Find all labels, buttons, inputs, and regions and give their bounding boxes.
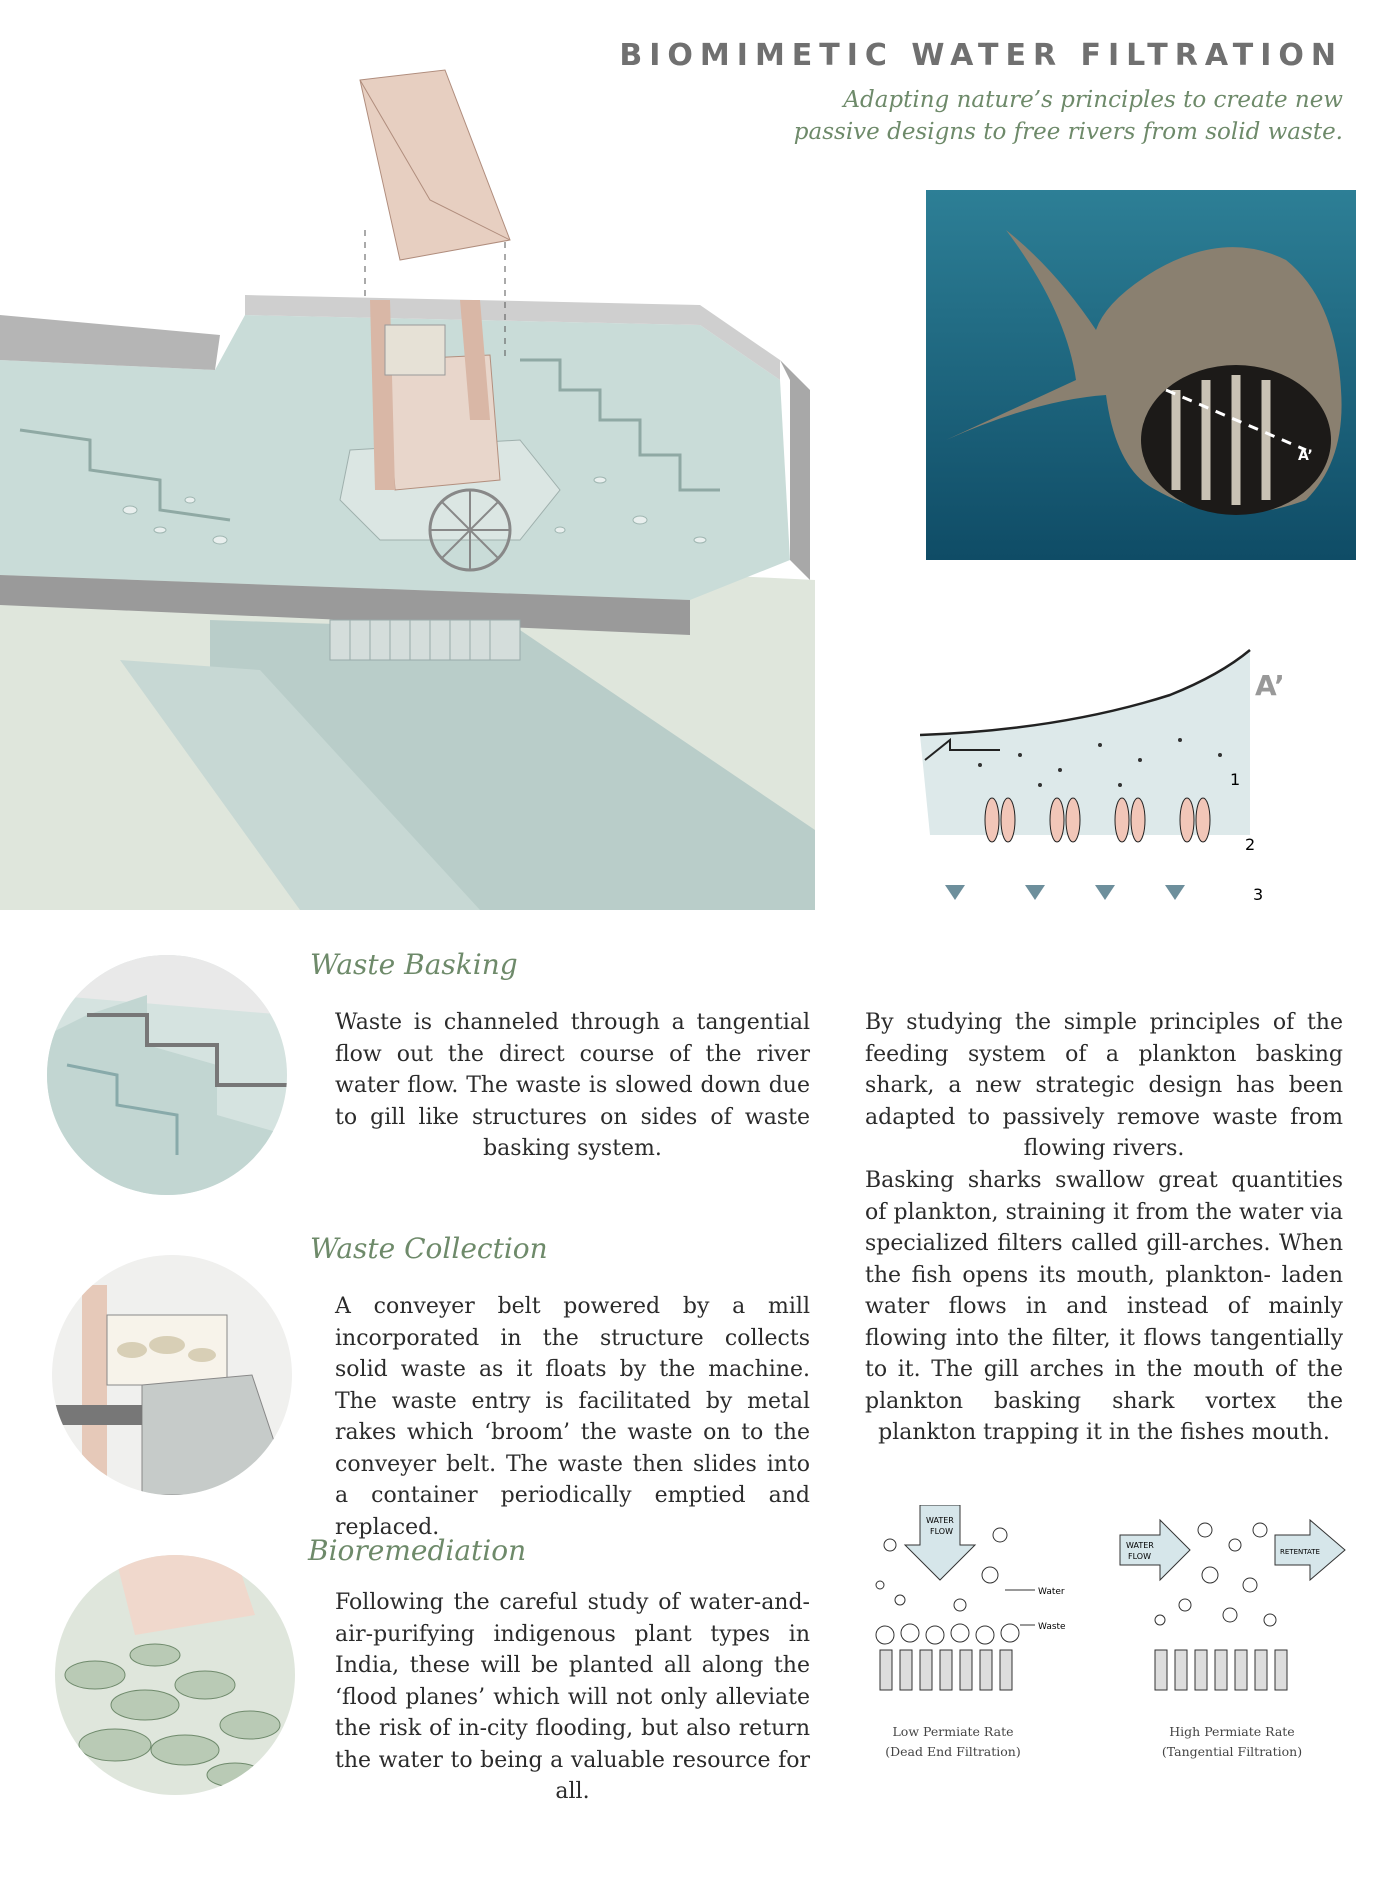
dead-end-flow-label-1: WATER — [926, 1516, 954, 1525]
waste-label: Waste — [1038, 1622, 1066, 1632]
tangential-caption-line-1: High Permiate Rate — [1169, 1724, 1295, 1739]
label-1: 1 — [1230, 770, 1241, 789]
dead-end-diagram — [876, 1505, 1066, 1690]
retentate-label: RETENTATE — [1280, 1548, 1320, 1556]
waste-collection-vignette-art — [52, 1255, 292, 1495]
bioremediation-vignette — [55, 1555, 295, 1795]
bioremediation-heading: Bioremediation — [308, 1534, 527, 1567]
dead-end-caption-line-2: (Dead End Filtration) — [885, 1744, 1021, 1759]
dead-end-caption-line-1: Low Permiate Rate — [892, 1724, 1014, 1739]
downflow-arrows — [945, 885, 1185, 900]
waste-basking-heading: Waste Basking — [310, 948, 518, 981]
page-title: BIOMIMETIC WATER FILTRATION — [619, 38, 1343, 73]
label-3: 3 — [1253, 885, 1264, 904]
subtitle-line-1: Adapting nature’s principles to create new — [843, 87, 1343, 113]
section-marker: A’ — [1298, 448, 1313, 464]
label-2: 2 — [1245, 835, 1256, 854]
waste-collection-vignette — [52, 1255, 292, 1495]
bioremediation-text: Following the careful study of water-and-air-purifying indigenous plant types in India, these will be planted all along the ‘flood planes’ which will not only alleviate the risk of in-city flooding, but also return the water to being a valuable resource for all. — [335, 1590, 810, 1804]
waste-container — [385, 325, 445, 375]
page-subtitle — [783, 84, 1343, 148]
tangential-caption-line-2: (Tangential Filtration) — [1161, 1744, 1303, 1759]
tangential-flow-label-1: WATER — [1126, 1541, 1154, 1550]
exploded-roof — [360, 70, 510, 260]
waste-collection-text: A conveyer belt powered by a mill incorporated in the structure collects solid waste as it floats by the machine. The waste entry is facilitated by metal rakes which ‘broom’ the waste on to the conveyer belt. The waste then slides into a container periodically emptied and replaced. — [335, 1294, 810, 1540]
basking-shark-photo — [926, 190, 1356, 560]
dead-end-membrane — [880, 1650, 1012, 1690]
tangential-flow-label-2: FLOW — [1128, 1552, 1151, 1561]
waste-basking-vignette-art — [47, 955, 287, 1195]
bioremediation-vignette-art — [55, 1555, 295, 1795]
dead-end-caption — [858, 1722, 1048, 1762]
gill-arch-section-sketch — [920, 645, 1290, 915]
outflow-gate — [330, 620, 520, 660]
waste-basking-vignette — [47, 955, 287, 1195]
filtration-comparison-diagrams — [860, 1505, 1360, 1735]
tangential-membrane — [1155, 1650, 1287, 1690]
tangential-flow-arrow — [1120, 1520, 1190, 1580]
dead-end-flow-label-2: FLOW — [930, 1527, 953, 1536]
sketch-section-label: A’ — [1255, 669, 1285, 702]
tangential-diagram — [1120, 1520, 1345, 1690]
waste-basking-text: Waste is channeled through a tangential flow out the direct course of the river water flow. The waste is slowed down due to gill like structures on sides of waste basking system. — [335, 1010, 810, 1161]
tangential-caption — [1132, 1722, 1332, 1762]
axonometric-river-illustration — [0, 60, 815, 910]
water-label: Water — [1038, 1587, 1065, 1597]
waste-collection-heading: Waste Collection — [310, 1232, 548, 1265]
basking-shark-paragraph: Basking sharks swallow great quantities of plankton, straining it from the water via specialized filters called gill-arches. When the fish opens its mouth, plankton- laden water flows in and instead of mainly flowing into the filter, it flows tangentially to it. The gill arches in the mouth of the plankton basking shark vortex the plankton trapping it in the fishes mouth. — [865, 1168, 1343, 1445]
shark-study-paragraph: By studying the simple principles of the feeding system of a plankton basking shark, a new strategic design has been adapted to passively remove waste from flowing rivers. — [865, 1010, 1343, 1161]
water-wheel-spokes — [430, 490, 510, 570]
subtitle-line-2: passive designs to free rivers from solid waste. — [793, 119, 1343, 145]
